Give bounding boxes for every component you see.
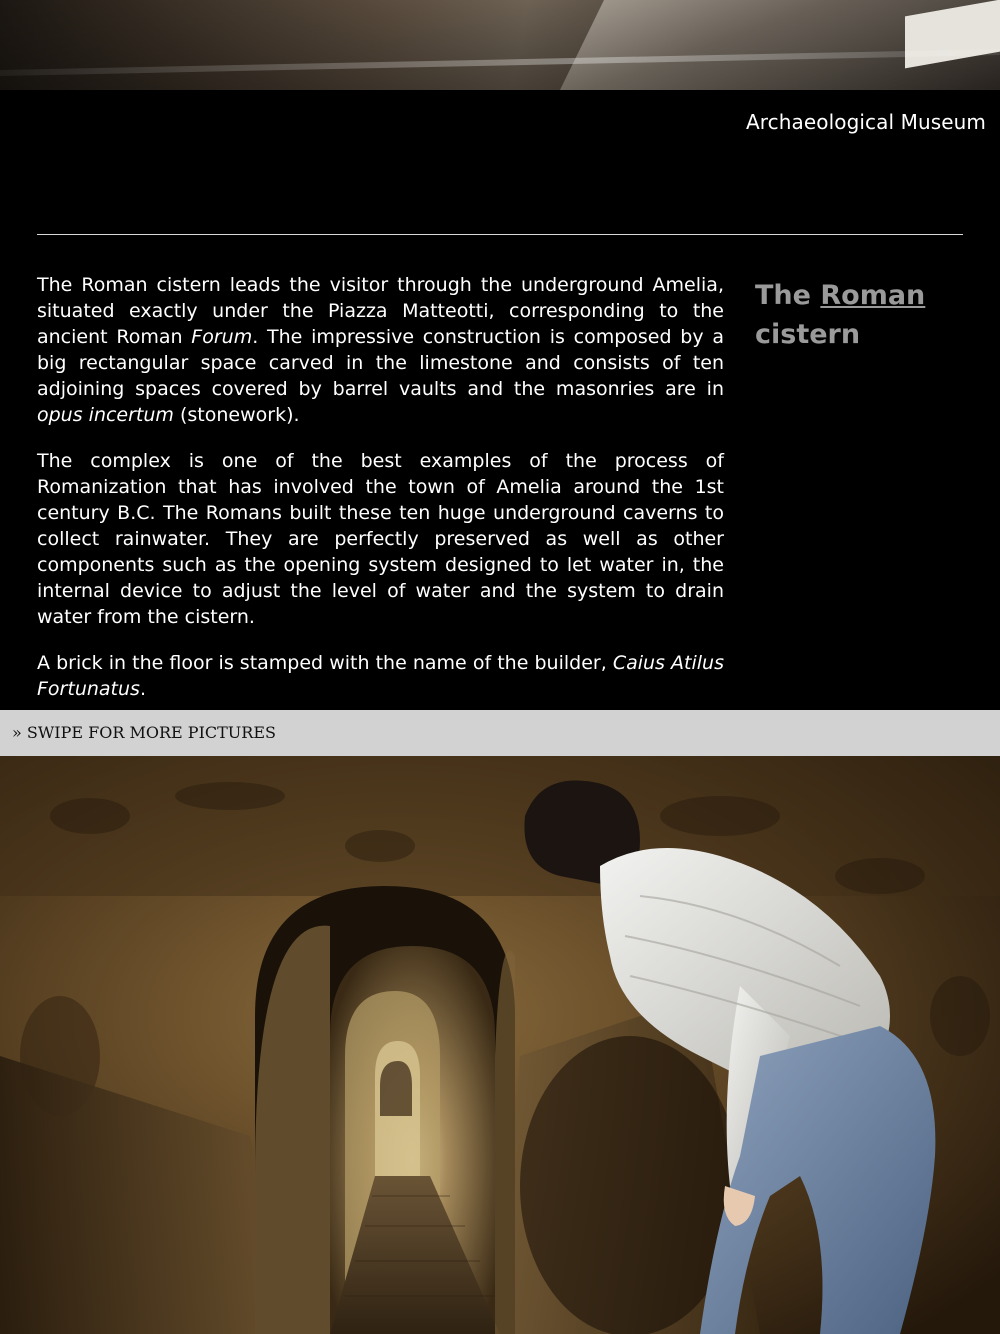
article-body (37, 272, 724, 722)
header-title: Archaeological Museum (745, 110, 986, 134)
cistern-photo-illustration (0, 756, 1000, 1334)
cistern-gallery-photo[interactable] (0, 756, 1000, 1334)
article-paragraph-1: The Roman cistern leads the visitor through the underground Amelia, situated exactly under the Piazza Matteotti, corresponding to the ancient Roman Forum. The impressive construction is composed by a big rectangular space carved in the limestone and consists of ten adjoining spaces covered by barrel vaults and the masonries are in opus incertum (stonework). (37, 274, 725, 426)
section-title-prefix: The (755, 280, 811, 311)
article-paragraph-3: A brick in the floor is stamped with the name of the builder, Caius Atilus Fortunatus. (37, 652, 724, 700)
section-title-suffix: cistern (755, 319, 861, 350)
section-title (755, 276, 955, 354)
header-banner-photo (0, 0, 1000, 90)
article-paragraph-2: The complex is one of the best examples of the process of Romanization that has involved the town of Amelia around the 1st century B.C. The Romans built these ten huge underground caverns to collect rainwater. They are perfectly preserved as well as other components such as the opening system designed to let water in, the internal device to adjust the level of water and the system to drain water from the cistern. (37, 450, 724, 628)
divider (37, 234, 963, 235)
roman-link[interactable]: Roman (820, 280, 926, 311)
swipe-for-more-pictures-bar[interactable]: » SWIPE FOR MORE PICTURES (0, 710, 1000, 756)
